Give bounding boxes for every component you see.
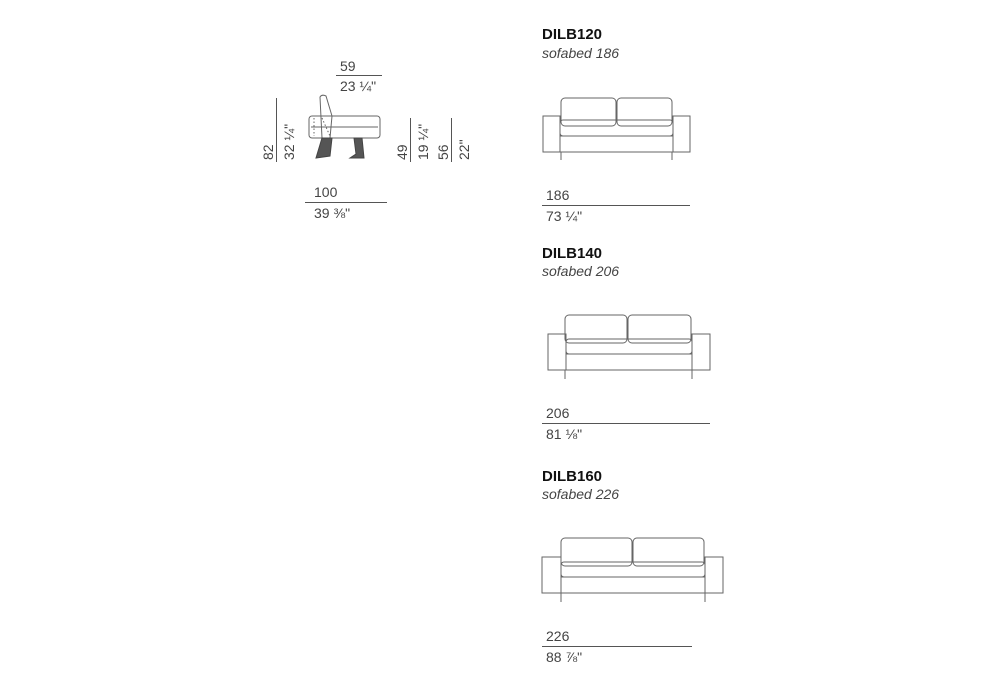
- height-cm-label: 82: [260, 144, 276, 160]
- width-in-label: 73 ¼": [546, 208, 583, 224]
- arm-height-in-label: 22": [456, 139, 472, 160]
- width-dimension-line: [542, 423, 710, 424]
- seat-height-cm-label: 49: [394, 144, 410, 160]
- height-dimension-line: [276, 98, 277, 162]
- width-cm-label: 186: [546, 187, 570, 203]
- sofa-front-drawing: [540, 536, 725, 604]
- model-code: DILB120: [542, 26, 603, 43]
- height-in-label: 32 ¼": [281, 123, 297, 160]
- model-description: sofabed 226: [542, 486, 620, 502]
- arm-height-dimension-line: [451, 118, 452, 162]
- width-in-label: 88 ⅞": [546, 649, 583, 665]
- width-cm-label: 226: [546, 628, 570, 644]
- depth-in-label: 23 ¼": [340, 78, 377, 94]
- model-code: DILB160: [542, 468, 603, 485]
- width-dimension-line: [542, 205, 690, 206]
- bed-depth-in-label: 39 ⅜": [314, 205, 351, 221]
- sofa-front-drawing: [540, 96, 695, 162]
- seat-height-dimension-line: [410, 118, 411, 162]
- width-in-label: 81 ⅛": [546, 426, 583, 442]
- model-description: sofabed 206: [542, 263, 620, 279]
- bed-depth-cm-label: 100: [314, 184, 338, 200]
- depth-cm-label: 59: [340, 58, 356, 74]
- arm-height-cm-label: 56: [435, 144, 451, 160]
- model-code: DILB140: [542, 245, 603, 262]
- depth-dimension-line: [336, 75, 382, 76]
- sofa-side-drawing: [300, 92, 390, 164]
- seat-height-in-label: 19 ¼": [415, 123, 431, 160]
- sofa-front-drawing: [545, 313, 715, 381]
- model-description: sofabed 186: [542, 45, 620, 61]
- width-dimension-line: [542, 646, 692, 647]
- width-cm-label: 206: [546, 405, 570, 421]
- bed-depth-dimension-line: [305, 202, 387, 203]
